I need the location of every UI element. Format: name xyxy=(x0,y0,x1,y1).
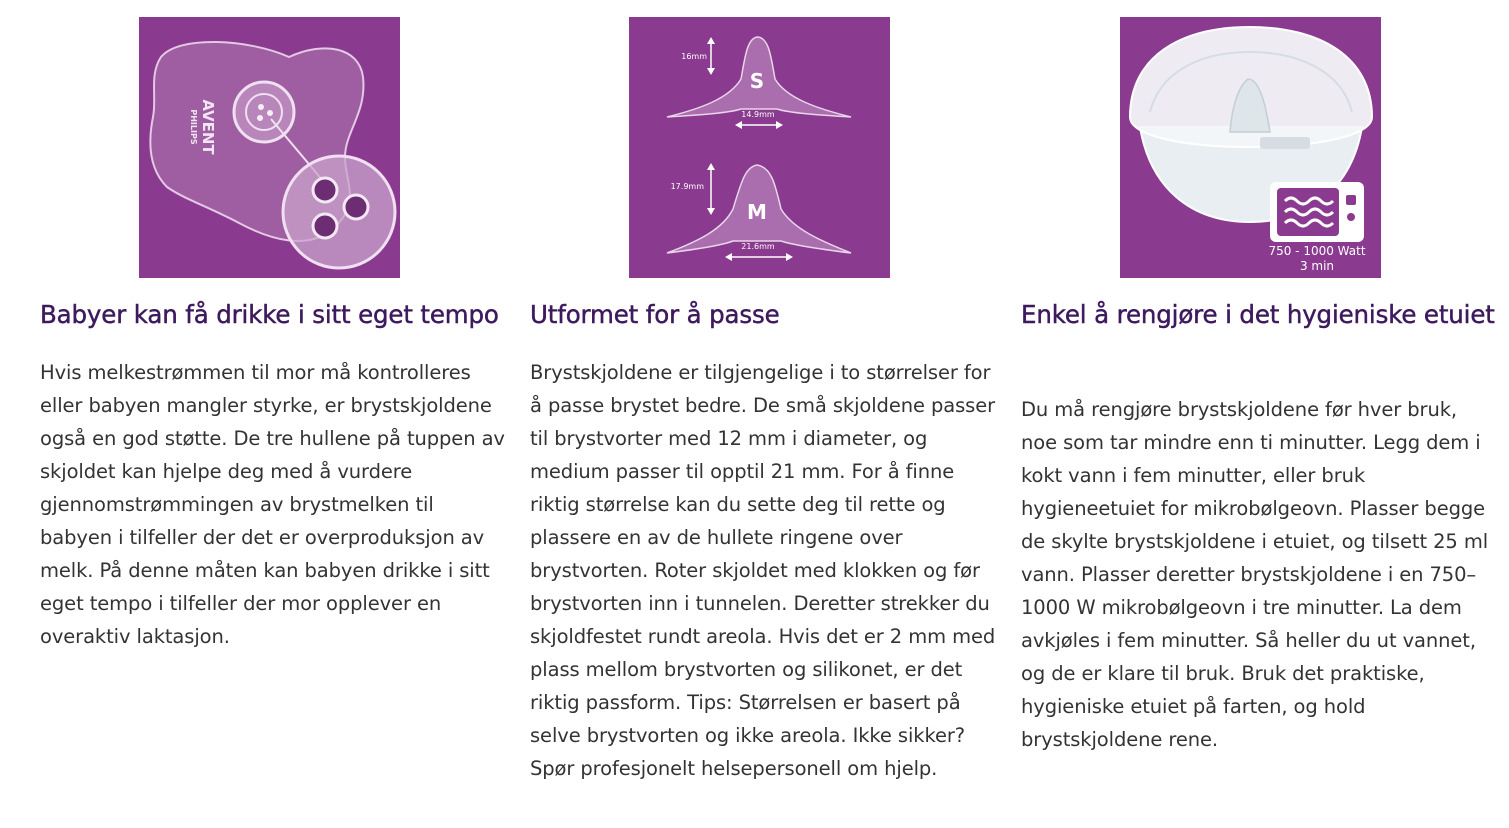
size-label-small: S xyxy=(749,69,765,93)
feature-heading: Utformet for å passe xyxy=(530,300,780,329)
nipple-shield-holes-icon xyxy=(283,156,395,268)
feature-body: Brystskjoldene er tilgjengelige i to størrelser for å passe brystet bedre. De små skjoldene passer til brystvorter med 12 mm i diameter, og medium passer til opptil 21 mm. For å finne riktig størrelse kan du sette deg til rette og plassere en av de hullete ringene over brystvorten. Roter skjoldet med klokken og før brystvorten inn i tunnelen. Deretter strekker du skjoldfestet rundt areola. Hvis det er 2 mm med plass mellom brystvorten og silikonet, er det riktig passform. Tips: Størrelsen er basert på selve brystvorten og ikke areola. Ikke sikker? Spør profesjonelt helsepersonell om hjelp. xyxy=(530,361,996,780)
shield-brand: AVENT xyxy=(199,99,217,155)
size-small-width: 14.9mm xyxy=(741,110,775,119)
size-diagram-image xyxy=(629,17,890,278)
size-medium-width: 21.6mm xyxy=(741,242,775,251)
microwave-icon xyxy=(1270,182,1364,242)
shield-brand-top: PHILIPS xyxy=(189,109,198,145)
feature-body: Hvis melkestrømmen til mor må kontrolleres eller babyen mangler styrke, er brystskjoldene også en god støtte. De tre hullene på tuppen av skjoldet kan hjelpe deg med å vurdere gjennomstrømmingen av brystmelken til babyen i tilfeller der det er overproduksjon av melk. På denne måten kan babyen drikke i sitt eget tempo i tilfeller der mor opplever en overaktiv laktasjon. xyxy=(40,361,505,648)
nipple-shield-image xyxy=(139,17,400,278)
size-medium-height: 17.9mm xyxy=(670,182,704,191)
feature-body: Du må rengjøre brystskjoldene før hver bruk, noe som tar mindre enn ti minutter. Legg dem i kokt vann i fem minutter, eller bruk hygieneetuiet for mikrobølgeovn. Plasser begge de skylte brystskjoldene i etuiet, og tilsett 25 ml vann. Plasser deretter brystskjoldene i en 750–1000 W mikrobølgeovn i tre minutter. La dem avkjøles i fem minutter. Så heller du ut vannet, og de er klare til bruk. Bruk det praktiske, hygieniske etuiet på farten, og hold brystskjoldene rene. xyxy=(1021,398,1489,751)
size-small-height: 16mm xyxy=(681,52,707,61)
feature-heading: Enkel å rengjøre i det hygieniske etuiet xyxy=(1021,300,1495,329)
size-label-medium: M xyxy=(747,200,767,224)
microwave-power: 750 - 1000 Watt xyxy=(1268,244,1366,258)
feature-heading: Babyer kan få drikke i sitt eget tempo xyxy=(40,300,499,329)
microwave-time: 3 min xyxy=(1299,259,1335,273)
hygiene-case-image xyxy=(1120,17,1381,278)
